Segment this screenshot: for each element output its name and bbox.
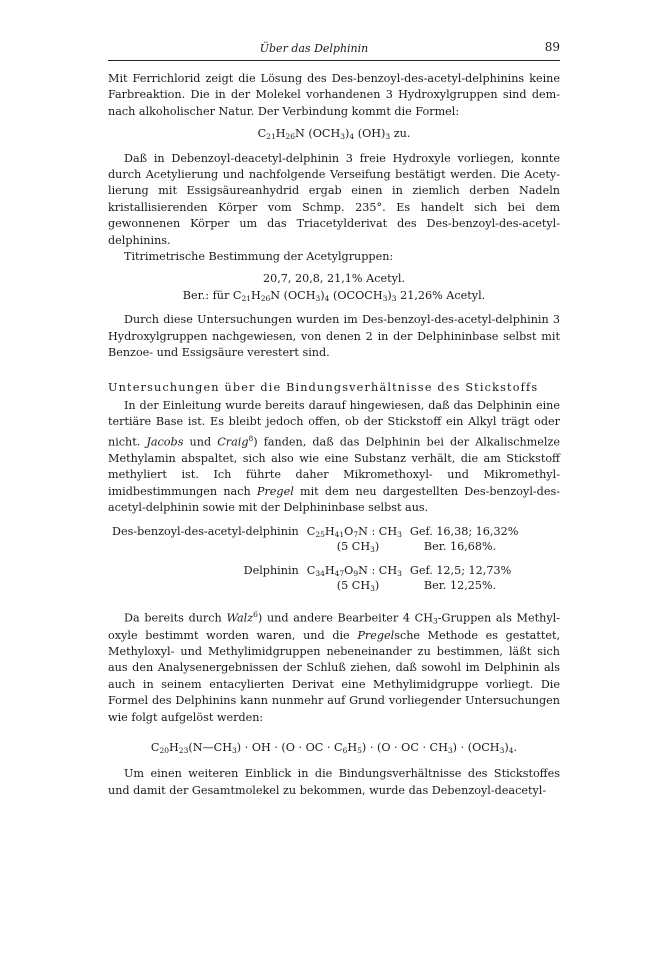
author-name: Pregel xyxy=(256,484,294,498)
author-name: Walz xyxy=(226,612,254,626)
titration-results xyxy=(108,271,560,304)
footnote-ref: 8 xyxy=(248,433,254,443)
calc-value: Ber. 16,68%. xyxy=(423,540,497,554)
paragraph: Mit Ferrichlorid zeigt die Lösung des Des-benzoyl-des-acetyl-delphinins keine Farbreaktion. Die in der Molekel vorhandenen 3 Hydroxylgruppen sind demnach alkoholischer Natur. Der Verbindung kommt die Formel: xyxy=(108,72,560,118)
author-name: Pregel xyxy=(357,628,395,642)
found-value: Gef. 12,5; 12,73% xyxy=(409,564,512,578)
table-row: Des-benzoyl-des-acetyl-delphinin $C_{25}H_{41}O_7N$ : $CH_3$ Gef. 16,38; 16,32% xyxy=(108,524,522,539)
formula-hydroxyl: $C_{21}H_{26}N$ $(OCH_3)_4$ $(OH)_3$ zu. xyxy=(257,127,411,142)
page xyxy=(108,40,560,799)
running-title: Über das Delphinin xyxy=(259,42,369,55)
formula-suffix: zu. xyxy=(393,127,411,141)
author-name: Craig xyxy=(217,435,249,449)
analysis-table xyxy=(108,524,522,593)
table-row: (5 $CH_3$) Ber. 16,68%. xyxy=(108,539,522,554)
titration-found: 20,7, 20,8, 21,1% Acetyl. xyxy=(262,272,406,286)
compound-name: Des-benzoyl-des-acetyl-delphinin xyxy=(112,525,299,539)
running-header xyxy=(108,40,560,58)
section-heading: Untersuchungen über die Bindungsverhältnisse des Stickstoffs xyxy=(108,380,539,394)
paragraph: In der Einleitung wurde bereits darauf hingewiesen, daß das Delphinin eine tertiäre Base ist. Es bleibt jedoch offen, ob der Stickstoff ein Alkyl trägt oder nicht. Jacobs und Craig$^8$) fanden, daß das Delphinin bei der Alkalischmelze Methylamin abspaltet, sich also wie eine Substanz verhält, die am Stickstoff methyliert ist. Ich führte daher Mikromethoxyl- und Mikromethylimidbestimmungen nach Pregel mit dem neu dargestellten Des-benzoyl-desacetyl-delphinin sowie mit der Delphininbase selbst aus. xyxy=(108,398,560,515)
found-value: Gef. 16,38; 16,32% xyxy=(409,525,519,539)
paragraph: Da bereits durch Walz$^6$) und andere Bearbeiter 4 $CH_3$-Gruppen als Methyloxyle bestimmt worden waren, und die Pregelsche Methode es gestattet, Methyloxyl- und Methylimidgruppen nebeneinander zu bestimmen, läßt sich aus den Analysenergebnissen der Schluß ziehen, daß sowohl im Delphinin als auch in seinem entacylierten Derivat eine Methylimidgruppe vorliegt. Die Formel des Delphinins kann nunmehr auf Grund vorliegender Untersuchungen wie folgt aufgelöst werden: xyxy=(108,610,561,724)
paragraph: Daß in Debenzoyl-deacetyl-delphinin 3 freie Hydroxyle vorliegen, konnte durch Acetylierung und nachfolgende Verseifung bestätigt werden. Die Acetylierung mit Essigsäureanhydrid ergab einen in ziemlich derben Nadeln kristallisierenden Körper vom Schmp. 235°. Es handelt sich bei dem gewonnenen Körper um das Triacetylderivat des Des-benzoyl-des-acetyl-delphinins. xyxy=(108,151,560,247)
paragraph: Durch diese Untersuchungen wurden im Des-benzoyl-des-acetyl-delphinin 3 Hydroxylgruppen nachgewiesen, von denen 2 in der Delphininbase selbst mit Benzoe- und Essigsäure verestert sind. xyxy=(108,313,560,360)
table-row: (5 $CH_3$) Ber. 12,25%. xyxy=(108,578,522,593)
paragraph: Titrimetrische Bestimmung der Acetylgruppen: xyxy=(124,250,394,264)
formula-delphinin: $C_{20}H_{23}(N—CH_3)$ · OH · (O · OC · $C_6H_5) \cdot (O$ · OC · $CH_3) \cdot (OCH_3)_4$. xyxy=(150,741,518,756)
page-number: 89 xyxy=(544,40,560,54)
table-row: Delphinin $C_{34}H_{47}O_9N$ : $CH_3$ Gef. 12,5; 12,73% xyxy=(108,554,522,578)
author-name: Jacobs xyxy=(146,435,184,449)
body-text xyxy=(108,71,560,799)
footnote-ref: 6 xyxy=(253,610,258,620)
paragraph: Um einen weiteren Einblick in die Bindungsverhältnisse des Stickstoffes und damit der Gesamtmolekel zu bekommen, wurde das Debenzoyl-deacetyl- xyxy=(108,767,560,797)
calc-value: Ber. 12,25%. xyxy=(423,579,497,593)
compound-name: Delphinin xyxy=(243,564,299,578)
header-rule xyxy=(108,60,560,61)
titration-calc: Ber.: für $C_{21}H_{26}N$ $(OCH_3)_4$ $(OCOCH_3)_3$ 21,26% Acetyl. xyxy=(182,288,486,303)
